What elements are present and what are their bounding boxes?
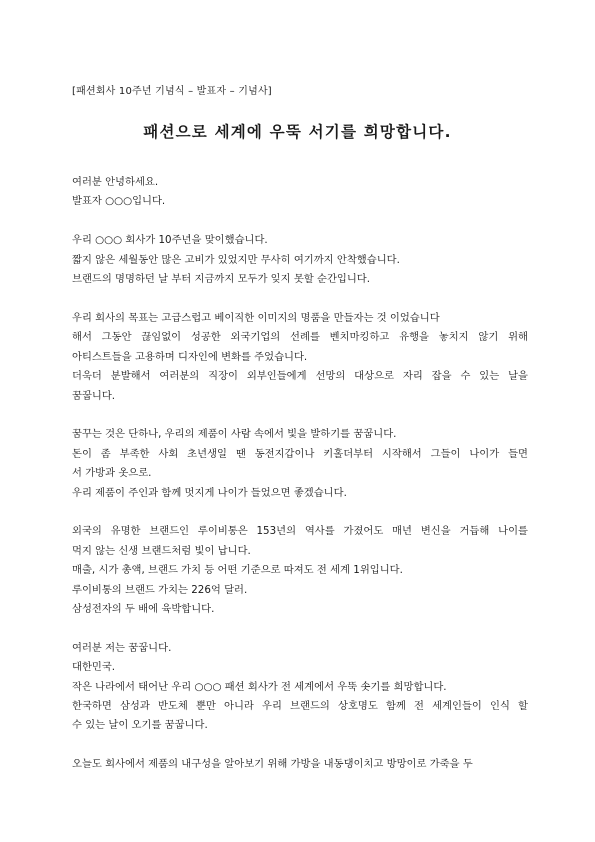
text-line: 더욱더 분발해서 여러분의 직장이 외부인들에게 선망의 대상으로 자리 잡을 수 있는 날을 — [72, 370, 528, 383]
document-title: 패션으로 세계에 우뚝 서기를 희망합니다. — [143, 123, 452, 141]
text-line: 돈이 좀 부족한 사회 초년생일 땐 동전지갑이나 키홀더부터 시작해서 그들이 나이가 들면 — [72, 447, 528, 460]
document-header: [패션회사 10주년 기념식 – 발표자 – 기념사] — [72, 86, 272, 97]
text-line: 매출, 시가 총액, 브랜드 가치 등 어떤 기준으로 따져도 전 세계 1위입니다. — [72, 564, 403, 577]
text-line: 삼성전자의 두 배에 육박합니다. — [72, 603, 215, 616]
text-line: 오늘도 회사에서 제품의 내구성을 알아보기 위해 가방을 내동댕이치고 방망이로 가죽을 두 — [72, 758, 473, 771]
text-line: 짧지 않은 세월동안 많은 고비가 있었지만 무사히 여기까지 안착했습니다. — [72, 253, 400, 266]
text-line: 서 가방과 옷으로. — [72, 467, 152, 480]
paragraph — [72, 755, 528, 774]
text-line: 루이비통의 브랜드 가치는 226억 달러. — [72, 583, 248, 596]
paragraph — [72, 231, 528, 289]
text-line: 우리 ○○○ 회사가 10주년을 맞이했습니다. — [72, 234, 268, 247]
text-line: 여러분 저는 꿈꿉니다. — [72, 641, 172, 654]
text-line: 우리 제품이 주인과 함께 멋지게 나이가 들었으면 좋겠습니다. — [72, 486, 347, 499]
text-line: 아티스트들을 고용하며 디자인에 변화를 주었습니다. — [72, 350, 308, 363]
text-line: 한국하면 삼성과 반도체 뿐만 아니라 우리 브랜드의 상호명도 함께 전 세계인들이 인식 할 — [72, 700, 528, 713]
text-line: 꿈꾸는 것은 단하나, 우리의 제품이 사람 속에서 빛을 발하기를 꿈꿉니다. — [72, 428, 397, 441]
text-line: 발표자 ○○○입니다. — [72, 195, 166, 208]
text-line: 우리 회사의 목표는 고급스럽고 베이직한 이미지의 명품을 만들자는 것 이었습니다 — [72, 311, 440, 324]
document-body — [72, 173, 528, 794]
paragraph — [72, 522, 528, 619]
text-line: 브랜드의 명명하던 날 부터 지금까지 모두가 잊지 못할 순간입니다. — [72, 273, 371, 286]
text-line: 외국의 유명한 브랜드인 루이비통은 153년의 역사를 가졌어도 매년 변신을 거듭해 나이를 — [72, 525, 528, 538]
paragraph — [72, 639, 528, 736]
paragraph — [72, 309, 528, 406]
text-line: 수 있는 날이 오기를 꿈꿉니다. — [72, 719, 208, 732]
text-line: 대한민국. — [72, 661, 116, 674]
paragraph — [72, 425, 528, 503]
text-line: 여러분 안녕하세요. — [72, 176, 159, 188]
text-line: 작은 나라에서 태어난 우리 ○○○ 패션 회사가 전 세계에서 우뚝 솟기를 희망합니다. — [72, 680, 447, 693]
paragraph — [72, 173, 528, 212]
text-line: 먹지 않는 신생 브랜드처럼 빛이 납니다. — [72, 544, 251, 557]
text-line: 꿈꿉니다. — [72, 389, 116, 402]
text-line: 해서 그동안 끊임없이 성공한 외국기업의 선례를 벤치마킹하고 유행을 놓치지 않기 위해 — [72, 331, 528, 344]
